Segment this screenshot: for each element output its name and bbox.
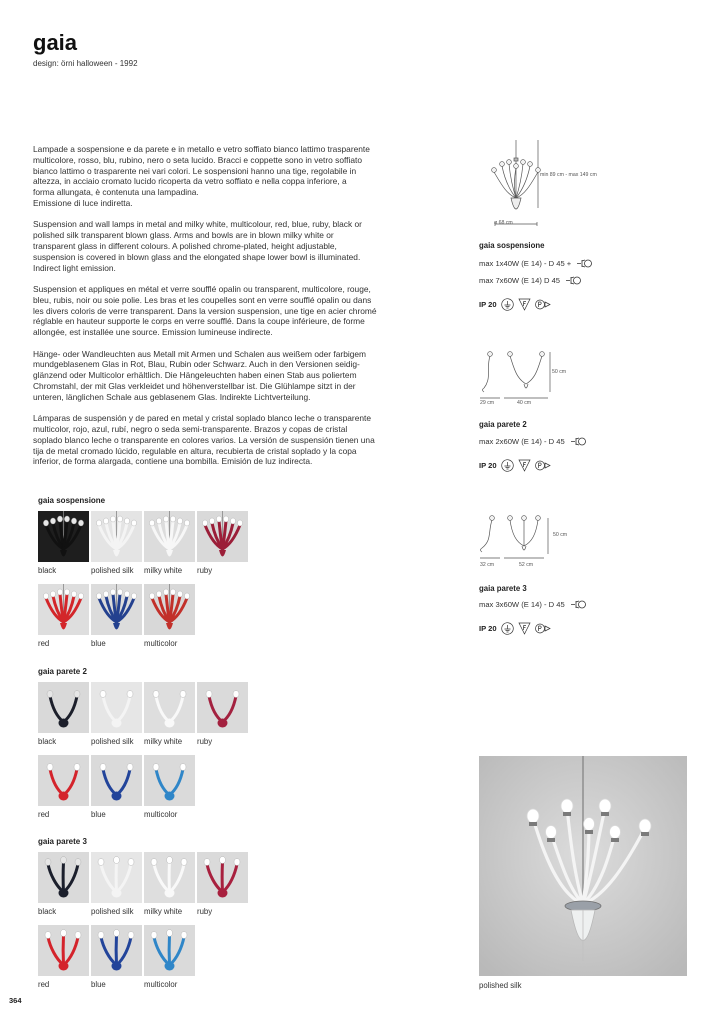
color-swatch	[197, 511, 248, 562]
suspension-drawing	[478, 138, 608, 230]
photo-caption: polished silk	[479, 981, 522, 990]
color-swatch	[144, 755, 195, 806]
ip-rating-row	[479, 298, 551, 311]
lamp-thumbnail	[144, 584, 195, 635]
lamp-thumbnail	[91, 925, 142, 976]
lamp-thumbnail	[38, 682, 89, 733]
color-swatch	[91, 511, 142, 562]
description-line: bianco lattimo o trasparente nei vari colori. Le sospensioni hanno una tige, regolabile in	[33, 165, 357, 176]
description-line: forma allungata, è contenuta una lampadina.	[33, 187, 199, 198]
lamp-thumbnail	[144, 925, 195, 976]
swatch-group-title: gaia parete 2	[38, 667, 87, 676]
swatch-label: milky white	[144, 566, 183, 575]
spec-text: max 7x60W (E 14) D 45	[479, 276, 561, 285]
color-swatch	[144, 511, 195, 562]
description-line: Hänge- oder Wandleuchten aus Metall mit Armen und Schalen aus weißem oder farbigem	[33, 348, 366, 359]
bulb-icon	[570, 600, 586, 609]
parete3-drawing-svg	[478, 512, 578, 568]
parete3-height-dim: 50 cm	[553, 532, 568, 538]
ip-rating-row	[479, 622, 551, 635]
swatch-label: red	[38, 810, 50, 819]
lamp-thumbnail	[38, 511, 89, 562]
swatch-label: multicolor	[144, 810, 178, 819]
color-swatch	[38, 584, 89, 635]
suspension-height-dim: min 89 cm - max 149 cm	[540, 172, 597, 178]
swatch-label: multicolor	[144, 980, 178, 989]
f-mark-icon	[518, 298, 531, 311]
swatch-label: polished silk	[91, 566, 134, 575]
swatch-label: milky white	[144, 737, 183, 746]
spec-text: max 2x60W (E 14) - D 45	[479, 437, 565, 446]
spec-line	[479, 600, 586, 609]
swatch-label: black	[38, 907, 57, 916]
color-swatch	[91, 852, 142, 903]
parete2-depth-dim: 29 cm	[480, 400, 495, 406]
color-swatch	[38, 925, 89, 976]
color-swatch	[91, 755, 142, 806]
description-line: Lampade a sospensione e da parete e in metallo e vetro soffiato bianco lattimo trasparente	[33, 144, 370, 154]
ground-class-icon	[501, 622, 514, 635]
swatch-label: milky white	[144, 907, 183, 916]
color-swatch	[197, 682, 248, 733]
description-line: Emissione di luce indiretta.	[33, 197, 133, 208]
product-name-parete2: gaia parete 2	[479, 420, 527, 429]
description-paragraph	[33, 219, 414, 273]
spec-text: max 3x60W (E 14) - D 45	[479, 600, 565, 609]
description-line: allongée, est installée une source. Emission lumineuse indirecte.	[33, 327, 273, 338]
swatch-label: ruby	[197, 907, 213, 916]
lamp-thumbnail	[38, 852, 89, 903]
spec-line	[479, 437, 586, 446]
lamp-thumbnail	[197, 682, 248, 733]
ground-class-icon	[501, 459, 514, 472]
description-line: polished silk transparent blown glass. Arms and bowls are in blown milky white or	[33, 230, 334, 241]
cert-mark-icon	[535, 622, 551, 635]
description-paragraph	[33, 284, 414, 338]
spec-line	[479, 276, 581, 285]
description-line: soplado blanco leche o transparente en colores varios. La versión de suspensión tienen una	[33, 434, 375, 445]
bulb-icon	[565, 276, 581, 285]
description-line: Suspension and wall lamps in metal and milky white, multicolour, red, blue, ruby, black or	[33, 219, 362, 230]
parete3-depth-dim: 32 cm	[480, 562, 495, 568]
description-paragraph	[33, 144, 414, 209]
ip-rating: IP 20	[479, 624, 497, 633]
lamp-thumbnail	[197, 511, 248, 562]
color-swatch	[144, 852, 195, 903]
color-swatch	[144, 925, 195, 976]
spec-text: max 1x40W (E 14) - D 45 +	[479, 259, 572, 268]
description-line: transparent glass in different colours. A polished chrome-plated, height adjustable,	[33, 240, 337, 251]
color-swatch	[38, 852, 89, 903]
lamp-thumbnail	[144, 852, 195, 903]
ip-rating: IP 20	[479, 461, 497, 470]
color-swatch	[91, 584, 142, 635]
suspension-drawing-svg	[478, 138, 608, 230]
color-swatch	[38, 682, 89, 733]
f-mark-icon	[518, 622, 531, 635]
swatch-label: ruby	[197, 737, 213, 746]
page-title: gaia	[33, 30, 78, 55]
color-swatch	[144, 682, 195, 733]
f-mark-icon	[518, 459, 531, 472]
page-number: 364	[9, 996, 22, 1005]
description-line: glänzend oder Multicolor erhältlich. Die Hängeleuchten haben einen Stab aus poliertem	[33, 370, 357, 381]
cert-mark-icon	[535, 459, 551, 472]
parete3-width-dim: 52 cm	[519, 562, 534, 568]
product-name-parete3: gaia parete 3	[479, 584, 527, 593]
ip-rating-row	[479, 459, 551, 472]
chandelier-photo-svg	[479, 756, 687, 976]
parete2-drawing-svg	[478, 348, 578, 408]
description-line: mundgeblasenem Glas in Rot, Blau, Rubin oder Schwarz. Auch in den Versionen seidig-	[33, 359, 360, 370]
product-photo	[479, 756, 687, 976]
swatch-label: blue	[91, 980, 106, 989]
description-line: réglable en hauteur supporte le corps en verre soufflé. Dans la coupe inférieure, de forme	[33, 316, 365, 327]
lamp-thumbnail	[91, 852, 142, 903]
description-line: multicolore, rosso, blu, rubino, nero o seta lucido. Bracci e coppette sono in vetro soffiato	[33, 154, 362, 165]
lamp-thumbnail	[91, 511, 142, 562]
color-swatch	[197, 852, 248, 903]
description-line: Suspension et appliques en métal et verre soufflé opalin ou transparent, multicolore, rouge,	[33, 283, 371, 294]
description-line: bleu, rubis, noir ou soie polie. Les bras et les coupelles sont en verre soufflé opalin ou dans	[33, 294, 372, 305]
lamp-thumbnail	[91, 682, 142, 733]
swatch-label: black	[38, 737, 57, 746]
lamp-thumbnail	[38, 584, 89, 635]
description-paragraph	[33, 349, 414, 403]
swatch-label: ruby	[197, 566, 213, 575]
description-line: les divers coloris de verre transparent. Dans la version suspension, une tige en acier chromé	[33, 305, 377, 316]
lamp-thumbnail	[144, 511, 195, 562]
lamp-thumbnail	[197, 852, 248, 903]
bulb-icon	[576, 259, 592, 268]
description-line: Indirect light emission.	[33, 262, 116, 273]
description-line: inferior, de forma alargada, contiene una bombilla. Emisión de luz indirecta.	[33, 456, 313, 467]
parete2-drawing	[478, 348, 578, 408]
description-line: suspension is covered in blown glass and the elongated shape lower bowl is illuminated.	[33, 251, 361, 262]
swatch-group-title: gaia parete 3	[38, 837, 87, 846]
swatch-label: blue	[91, 639, 106, 648]
swatch-label: blue	[91, 810, 106, 819]
description-line: Chromstahl, der mit Glas verkleidet und höhenverstellbar ist. Die Glühlampe sitzt in der	[33, 380, 356, 391]
bulb-icon	[570, 437, 586, 446]
designer-credit: design: örni halloween - 1992	[33, 59, 138, 68]
swatch-label: polished silk	[91, 907, 134, 916]
ground-class-icon	[501, 298, 514, 311]
parete2-height-dim: 50 cm	[552, 369, 567, 375]
description-line: altezza, in acciaio cromato lucido ricoperta da vetro soffiato e nella coppa inferiore, a	[33, 176, 347, 187]
spec-line	[479, 259, 592, 268]
description-text	[33, 144, 414, 478]
product-name-sospensione: gaia sospensione	[479, 241, 545, 250]
lamp-thumbnail	[91, 755, 142, 806]
description-line: tija de metal cromado lúcido, regulable en altura, recubierta de cristal soplado y la copa	[33, 445, 357, 456]
description-paragraph	[33, 413, 414, 467]
description-line: multicolor, rojo, azul, rubí, negro o seda semi-transparente. Brazos y copas de cristal	[33, 423, 348, 434]
description-line: unteren, länglichen Schale aus geblasenem Glas. Indirekte Lichtverteilung.	[33, 391, 311, 402]
parete2-width-dim: 40 cm	[517, 400, 532, 406]
lamp-thumbnail	[144, 682, 195, 733]
parete3-drawing	[478, 512, 578, 568]
ip-rating: IP 20	[479, 300, 497, 309]
swatch-label: polished silk	[91, 737, 134, 746]
swatch-label: multicolor	[144, 639, 178, 648]
color-swatch	[38, 511, 89, 562]
swatch-label: black	[38, 566, 57, 575]
color-swatch	[144, 584, 195, 635]
swatch-group-title: gaia sospensione	[38, 496, 106, 505]
color-swatch	[38, 755, 89, 806]
suspension-width-dim: ø 68 cm	[494, 220, 513, 226]
lamp-thumbnail	[38, 755, 89, 806]
lamp-thumbnail	[144, 755, 195, 806]
color-swatch	[91, 682, 142, 733]
lamp-thumbnail	[38, 925, 89, 976]
description-line: Lámparas de suspensión y de pared en metal y cristal soplado blanco leche o transparente	[33, 413, 371, 424]
swatch-label: red	[38, 980, 50, 989]
cert-mark-icon	[535, 298, 551, 311]
color-swatch	[91, 925, 142, 976]
swatch-label: red	[38, 639, 50, 648]
lamp-thumbnail	[91, 584, 142, 635]
